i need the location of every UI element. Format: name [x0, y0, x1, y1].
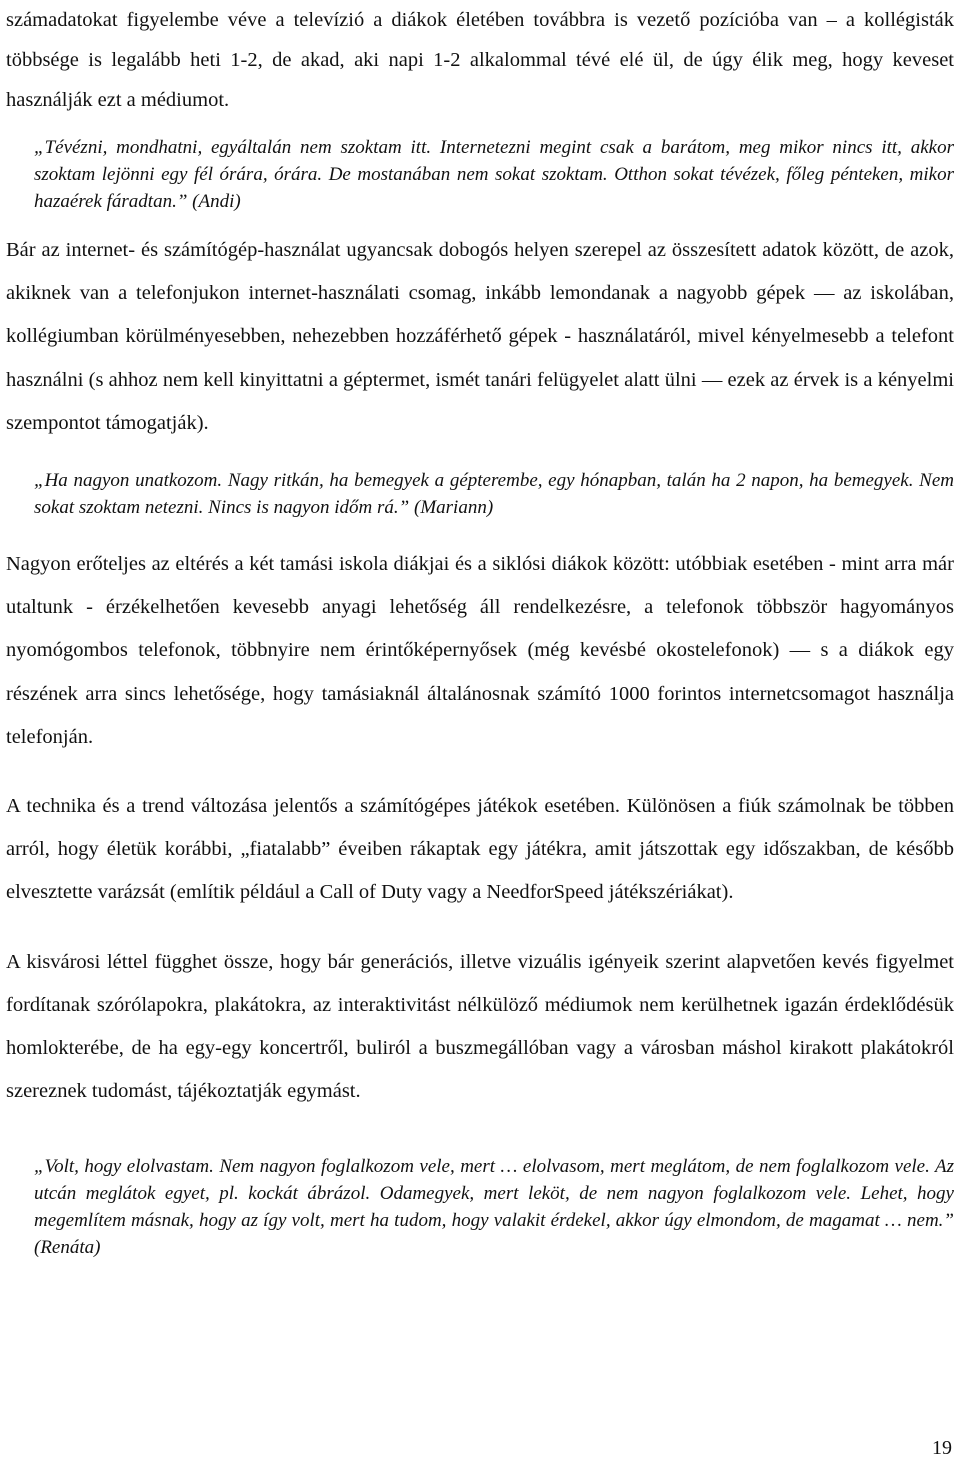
page-number: 19 — [932, 1437, 952, 1459]
body-paragraph: Bár az internet- és számítógép-használat ugyancsak dobogós helyen szerepel az összesített adatok között, de azok, akiknek van a telefonjukon internet-használati csomag, inkább lemondanak a nagyobb gépek — az iskolában, kollégiumban körülményesebben, nehezebben hozzáférhető gépek - használatáról, mivel kényelmesebb a telefont használni (s ahhoz nem kell kinyittatni a géptermet, ismét tanári felügyelet alatt ülni — ezek az érvek is a kényelmi szempontot támogatják). — [6, 239, 954, 434]
quote-text: „Ha nagyon unatkozom. Nagy ritkán, ha bemegyek a gépterembe, egy hónapban, talán ha 2 napon, ha bemegyek. Nem sokat szoktam netezni. Nincs is nagyon időm rá.” — [34, 470, 954, 519]
interview-quote — [34, 134, 954, 215]
document-page — [6, 0, 954, 1261]
interview-quote — [34, 467, 954, 521]
body-paragraph: Nagyon erőteljes az eltérés a két tamási iskola diákjai és a siklósi diákok között: utóbbiak esetében - mint arra már utaltunk - érzékelhetően kevesebb anyagi lehetőség áll rendelkezésre, a telefonok többször hagyományos nyomógombos telefonok, többnyire nem érintőképernyősek (még kevésbé okostelefonok) — s a diákok egy részének arra sincs lehetősége, hogy tamásiaknál általánosnak számító 1000 forintos internetcsomagot használja telefonján. — [6, 553, 954, 748]
interview-quote — [34, 1153, 954, 1261]
quote-speaker: (Mariann) — [414, 497, 494, 519]
quote-speaker: (Renáta) — [34, 1237, 101, 1259]
quote-text: „Volt, hogy elolvastam. Nem nagyon foglalkozom vele, mert … elolvasom, mert meglátom, de nem foglalkozom vele. Az utcán meglátok egyet, pl. kockát ábrázol. Odamegyek, mert leköt, de nem nagyon foglalkozom vele. Lehet, hogy megemlítem másnak, hogy az így volt, mert ha tudom, hogy valakit érdekel, akkor úgy elmondom, de magamat … nem.” — [34, 1156, 954, 1232]
quote-text: „Tévézni, mondhatni, egyáltalán nem szoktam itt. Internetezni megint csak a barátom, meg mikor nincs itt, akkor szoktam lejönni egy fél órára, órára. De mostanában nem sokat szoktam. Otthon sokat tévézek, főleg pénteken, mikor hazaérek fáradtan.” — [34, 137, 954, 212]
body-paragraph: számadatokat figyelembe véve a televízió a diákok életében továbbra is vezető pozícióba van – a kollégisták többsége is legalább heti 1-2, de akad, aki napi 1-2 alkalommal tévé elé ül, de úgy élik meg, hogy keveset használják ezt a médiumot. — [6, 9, 954, 111]
quote-speaker: (Andi) — [192, 191, 241, 212]
body-paragraph: A technika és a trend változása jelentős a számítógépes játékok esetében. Különösen a fiúk számolnak be többen arról, hogy életük korábbi, „fiatalabb” éveiben rákaptak egy játékra, amit játszottak egy időszakban, de később elvesztette varázsát (említik például a Call of Duty vagy a NeedforSpeed játékszériákat). — [6, 795, 954, 904]
body-paragraph: A kisvárosi léttel függhet össze, hogy bár generációs, illetve vizuális igényeik szerint alapvetően kevés figyelmet fordítanak szórólapokra, plakátokra, az interaktivitást nélkülöző médiumok nem kerülhetnek igazán érdeklődésük homlokterébe, de ha egy-egy koncertről, buliról a buszmegállóban vagy a városban máshol kirakott plakátokról szereznek tudomást, tájékoztatják egymást. — [6, 950, 954, 1103]
